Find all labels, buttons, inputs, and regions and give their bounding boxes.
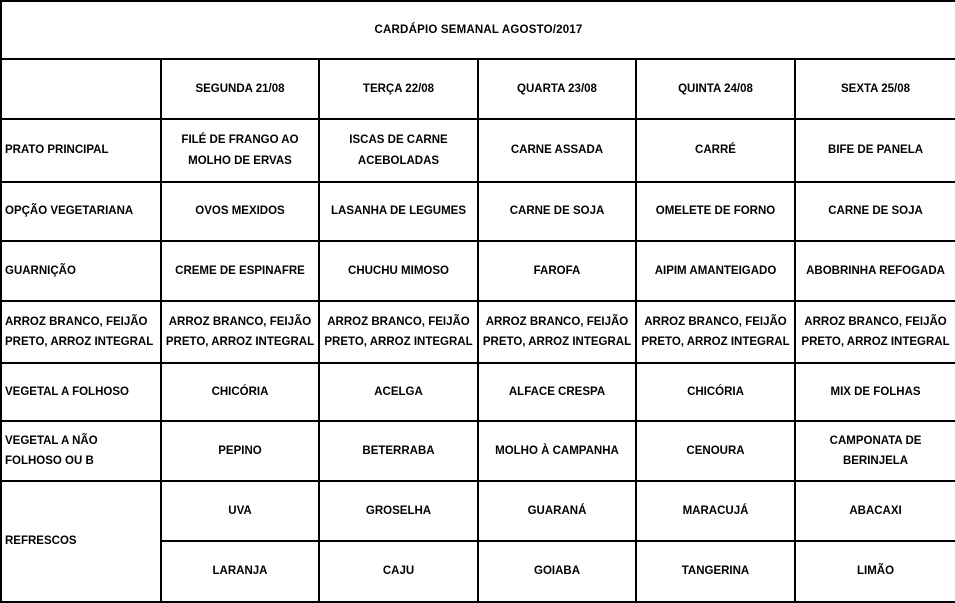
row-vegetal-folhoso: [1, 363, 955, 421]
corner-cell: [1, 59, 161, 119]
header-row: [1, 59, 955, 119]
menu-cell: ALFACE CRESPA: [478, 363, 636, 421]
menu-cell: CHICÓRIA: [636, 363, 795, 421]
menu-cell: BETERRABA: [319, 421, 478, 481]
row-label-guarnicao: GUARNIÇÃO: [1, 241, 161, 301]
menu-cell: TANGERINA: [636, 541, 795, 602]
row-label-vegetal-nao-folhoso: VEGETAL A NÃO FOLHOSO OU B: [1, 421, 161, 481]
menu-cell: ISCAS DE CARNE ACEBOLADAS: [319, 119, 478, 182]
menu-cell: FAROFA: [478, 241, 636, 301]
menu-cell: CHICÓRIA: [161, 363, 319, 421]
menu-cell: CAMPONATA DE BERINJELA: [795, 421, 955, 481]
menu-cell: ARROZ BRANCO, FEIJÃO PRETO, ARROZ INTEGRAL: [319, 301, 478, 363]
day-header-terca: TERÇA 22/08: [319, 59, 478, 119]
title-row: [1, 1, 955, 59]
menu-cell: OMELETE DE FORNO: [636, 182, 795, 241]
row-arroz-feijao: [1, 301, 955, 363]
row-opcao-vegetariana: [1, 182, 955, 241]
menu-cell: ACELGA: [319, 363, 478, 421]
day-header-segunda: SEGUNDA 21/08: [161, 59, 319, 119]
menu-cell: CENOURA: [636, 421, 795, 481]
row-label-prato-principal: PRATO PRINCIPAL: [1, 119, 161, 182]
menu-cell: CHUCHU MIMOSO: [319, 241, 478, 301]
row-guarnicao: [1, 241, 955, 301]
menu-cell: CREME DE ESPINAFRE: [161, 241, 319, 301]
menu-cell: GOIABA: [478, 541, 636, 602]
menu-cell: BIFE DE PANELA: [795, 119, 955, 182]
menu-cell: CARRÉ: [636, 119, 795, 182]
menu-cell: GROSELHA: [319, 481, 478, 541]
menu-cell: FILÉ DE FRANGO AO MOLHO DE ERVAS: [161, 119, 319, 182]
row-refrescos-1: [1, 481, 955, 541]
menu-cell: CAJU: [319, 541, 478, 602]
menu-cell: MIX DE FOLHAS: [795, 363, 955, 421]
row-label-vegetal-folhoso: VEGETAL A FOLHOSO: [1, 363, 161, 421]
menu-cell: ARROZ BRANCO, FEIJÃO PRETO, ARROZ INTEGRAL: [636, 301, 795, 363]
menu-cell: CARNE DE SOJA: [795, 182, 955, 241]
day-header-quinta: QUINTA 24/08: [636, 59, 795, 119]
menu-cell: UVA: [161, 481, 319, 541]
page-title: CARDÁPIO SEMANAL AGOSTO/2017: [1, 1, 955, 59]
row-label-arroz-feijao: ARROZ BRANCO, FEIJÃO PRETO, ARROZ INTEGRAL: [1, 301, 161, 363]
menu-cell: PEPINO: [161, 421, 319, 481]
row-label-opcao-vegetariana: OPÇÃO VEGETARIANA: [1, 182, 161, 241]
menu-cell: LASANHA DE LEGUMES: [319, 182, 478, 241]
menu-cell: MARACUJÁ: [636, 481, 795, 541]
day-header-sexta: SEXTA 25/08: [795, 59, 955, 119]
menu-cell: ABOBRINHA REFOGADA: [795, 241, 955, 301]
menu-cell: ABACAXI: [795, 481, 955, 541]
row-label-refrescos: REFRESCOS: [1, 481, 161, 602]
menu-cell: LIMÃO: [795, 541, 955, 602]
row-vegetal-nao-folhoso: [1, 421, 955, 481]
menu-cell: CARNE DE SOJA: [478, 182, 636, 241]
menu-cell: MOLHO À CAMPANHA: [478, 421, 636, 481]
menu-cell: ARROZ BRANCO, FEIJÃO PRETO, ARROZ INTEGRAL: [161, 301, 319, 363]
menu-cell: AIPIM AMANTEIGADO: [636, 241, 795, 301]
menu-cell: GUARANÁ: [478, 481, 636, 541]
menu-cell: ARROZ BRANCO, FEIJÃO PRETO, ARROZ INTEGRAL: [795, 301, 955, 363]
menu-cell: ARROZ BRANCO, FEIJÃO PRETO, ARROZ INTEGRAL: [478, 301, 636, 363]
row-prato-principal: [1, 119, 955, 182]
menu-cell: CARNE ASSADA: [478, 119, 636, 182]
menu-cell: LARANJA: [161, 541, 319, 602]
day-header-quarta: QUARTA 23/08: [478, 59, 636, 119]
menu-cell: OVOS MEXIDOS: [161, 182, 319, 241]
